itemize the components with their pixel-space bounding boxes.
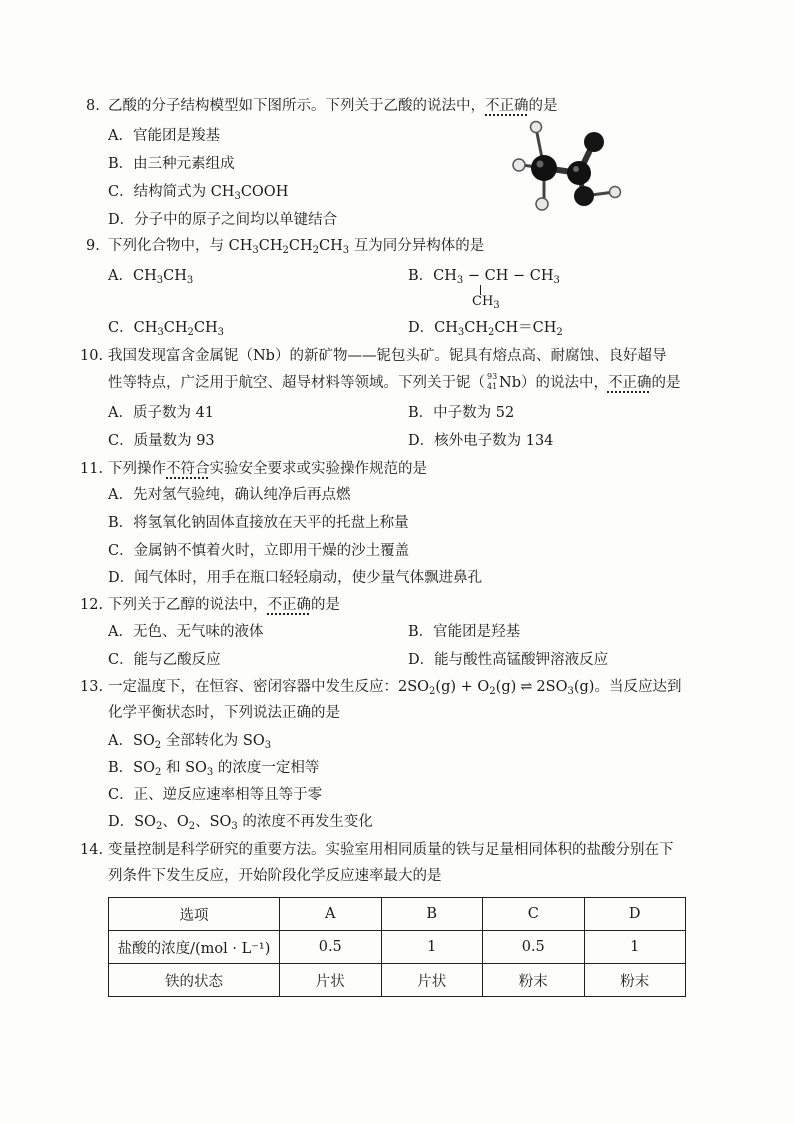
- table-cell: 片状: [280, 964, 382, 997]
- q9-option-d: D．$CH_3CH_2CH=CH_2$: [408, 320, 563, 338]
- q12-option-c: C．能与乙酸反应: [108, 652, 221, 668]
- question-14-stem-line2: 列条件下发生反应，开始阶段化学反应速率最大的是: [108, 868, 442, 884]
- q13-option-b: B．$SO_2$ 和 $SO_3$ 的浓度一定相等: [108, 760, 320, 778]
- q10-option-d: D．核外电子数为 134: [408, 433, 554, 449]
- q11-option-b: B．将氢氧化钠固体直接放在天平的托盘上称量: [108, 515, 409, 531]
- table-row: [109, 964, 686, 997]
- table-header-cell: 选项: [109, 898, 280, 931]
- question-9-number: 9.: [86, 238, 100, 254]
- table-cell: 1: [381, 931, 483, 964]
- table-header-cell: B: [381, 898, 483, 931]
- q13-option-a: A．$SO_2$ 全部转化为 $SO_3$: [108, 733, 272, 751]
- q8-option-b: B．由三种元素组成: [108, 156, 235, 172]
- q13-option-d: D．$SO_2$、$O_2$、$SO_3$ 的浓度不再发生变化: [108, 814, 373, 832]
- question-11-stem: 下列操作不符合实验安全要求或实验操作规范的是: [108, 461, 427, 477]
- q9-option-b-branch: $CH_3$: [472, 294, 500, 311]
- q12-option-a: A．无色、无气味的液体: [108, 624, 264, 640]
- equilibrium-arrow: ⇌: [520, 679, 533, 695]
- question-10-number: 10.: [80, 348, 104, 364]
- table-header-row: [109, 898, 686, 931]
- q10-option-a: A．质子数为 41: [108, 405, 215, 421]
- nb-mass-number: 93: [487, 372, 498, 381]
- q11-option-c: C．金属钠不慎着火时，立即用干燥的沙土覆盖: [108, 543, 410, 559]
- table-cell: 片状: [381, 964, 483, 997]
- q11-option-a: A．先对氢气验纯，确认纯净后再点燃: [108, 487, 351, 503]
- q12-option-b: B．官能团是羟基: [408, 624, 521, 640]
- question-14-number: 14.: [80, 842, 104, 858]
- table-cell: 1: [584, 931, 686, 964]
- q10-option-b: B．中子数为 52: [408, 405, 515, 421]
- table-cell: 0.5: [483, 931, 585, 964]
- q9-option-a: A．$CH_3CH_3$: [108, 268, 194, 286]
- question-10-stem-line2: 性等特点，广泛用于航空、超导材料等领域。下列关于铌（ 93 41 Nb）的说法中，不正确的是: [108, 372, 681, 391]
- q8-option-c: C．结构简式为 $CH_3COOH$: [108, 184, 289, 202]
- question-13-number: 13.: [80, 679, 104, 695]
- q9-option-c: C．$CH_3CH_2CH_3$: [108, 320, 224, 338]
- table-header-cell: A: [280, 898, 382, 931]
- q11-option-d: D．闻气体时，用手在瓶口轻轻扇动，使少量气体飘进鼻孔: [108, 570, 483, 586]
- question-13-stem-line2: 化学平衡状态时，下列说法正确的是: [108, 705, 340, 721]
- question-12-stem: 下列关于乙醇的说法中，不正确的是: [108, 597, 340, 613]
- q14-conditions-table: [108, 897, 686, 997]
- question-8-stem: 乙酸的分子结构模型如下图所示。下列关于乙酸的说法中，不正确的是: [108, 98, 558, 114]
- question-8-number: 8.: [86, 98, 100, 114]
- nb-atomic-number: 41: [487, 382, 498, 391]
- table-cell: 粉末: [584, 964, 686, 997]
- question-9-stem: 下列化合物中，与 $CH_3CH_2CH_2CH_3$ 互为同分异构体的是: [108, 238, 485, 256]
- q10-option-c: C．质量数为 93: [108, 433, 215, 449]
- q12-option-d: D．能与酸性高锰酸钾溶液反应: [408, 652, 609, 668]
- q9-option-b: B．$CH_3$ − CH − $CH_3$: [408, 268, 560, 286]
- table-header-cell: D: [584, 898, 686, 931]
- question-11-number: 11.: [80, 461, 104, 477]
- acetic-acid-molecule-model: [504, 120, 634, 220]
- q8-option-d: D．分子中的原子之间均以单键结合: [108, 212, 338, 228]
- table-row-label: 盐酸的浓度/(mol · L⁻¹): [109, 931, 280, 964]
- q8-option-a: A．官能团是羧基: [108, 128, 220, 144]
- table-cell: 0.5: [280, 931, 382, 964]
- table-row-label: 铁的状态: [109, 964, 280, 997]
- question-10-stem-line1: 我国发现富含金属铌（Nb）的新矿物——铌包头矿。铌具有熔点高、耐腐蚀、良好超导: [108, 348, 667, 364]
- table-header-cell: C: [483, 898, 585, 931]
- table-row: [109, 931, 686, 964]
- question-13-stem-line1: 一定温度下，在恒容、密闭容器中发生反应：$2SO_2(g) + O_2(g)$ ⇌ $2SO_3(g)$。当反应达到: [108, 679, 682, 697]
- table-cell: 粉末: [483, 964, 585, 997]
- question-12-number: 12.: [80, 597, 104, 613]
- question-14-stem-line1: 变量控制是科学研究的重要方法。实验室用相同质量的铁与足量相同体积的盐酸分别在下: [108, 842, 674, 858]
- q13-option-c: C．正、逆反应速率相等且等于零: [108, 787, 323, 803]
